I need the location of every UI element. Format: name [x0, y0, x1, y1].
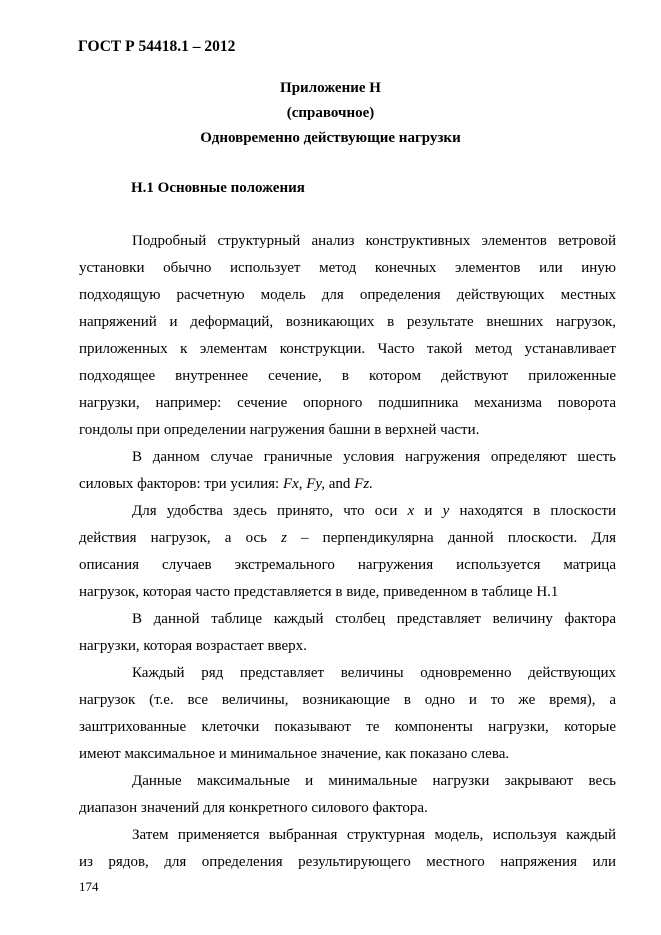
text-line: заштрихованные клеточки показывают те компоненты нагрузки, которые	[79, 719, 616, 735]
force-fx: Fx,	[282, 476, 303, 492]
text-line: действия нагрузок, а ось z – перпендикулярна данной плоскости. Для	[79, 530, 616, 546]
text-line: В данном случае граничные условия нагружения определяют шесть	[132, 449, 616, 465]
text-line: В данной таблице каждый столбец представляет величину фактора	[132, 611, 616, 627]
force-fy: Fy,	[306, 476, 326, 492]
text-line: нагрузки, например: сечение опорного подшипника механизма поворота	[79, 395, 616, 411]
section-heading: Н.1 Основные положения	[131, 180, 305, 196]
text-line: нагрузок (т.е. все величины, возникающие в одно и то же время), а	[79, 692, 616, 708]
text-line: описания случаев экстремального нагружения используется матрица	[79, 557, 616, 573]
text-line: из рядов, для определения результирующего местного напряжения или	[79, 854, 616, 870]
text-line: подходящую расчетную модель для определения действующих местных	[79, 287, 616, 303]
standard-designation: ГОСТ Р 54418.1 – 2012	[78, 38, 236, 55]
page-number: 174	[79, 879, 99, 894]
annex-title: Приложение Н	[280, 80, 381, 96]
text-line: напряжений и деформаций, возникающих в результате внешних нагрузок,	[79, 314, 616, 330]
text-line: подходящее внутреннее сечение, в котором действуют приложенные	[79, 368, 616, 384]
body-text	[79, 228, 616, 876]
text-line: нагрузок, которая часто представляется в виде, приведенном в таблице Н.1	[79, 584, 559, 600]
text-line: приложенных к элементам конструкции. Часто такой метод устанавливает	[79, 341, 616, 357]
annex-subtitle: Одновременно действующие нагрузки	[200, 130, 461, 146]
text-line: гондолы при определении нагружения башни в верхней части.	[79, 422, 480, 438]
text-line: Подробный структурный анализ конструктивных элементов ветровой	[132, 233, 616, 249]
text-line: Данные максимальные и минимальные нагрузки закрывают весь	[132, 773, 616, 789]
annex-status: (справочное)	[286, 105, 375, 121]
text-line: установки обычно использует метод конечных элементов или иную	[79, 260, 616, 276]
text-line: Для удобства здесь принято, что оси x и y находятся в плоскости	[132, 503, 617, 519]
text-line: диапазон значений для конкретного силового фактора.	[79, 800, 428, 816]
text-line: Затем применяется выбранная структурная модель, используя каждый	[132, 827, 616, 843]
text-line: нагрузки, которая возрастает вверх.	[79, 638, 307, 654]
text-line-forces	[79, 471, 616, 498]
force-and: and	[328, 476, 351, 492]
text-line: имеют максимальное и минимальное значение, как показано слева.	[79, 746, 510, 762]
text-line: Каждый ряд представляет величины одновременно действующих	[132, 665, 616, 681]
text-line: силовых факторов: три усилия:	[79, 476, 283, 492]
force-fz: Fz.	[354, 476, 373, 492]
